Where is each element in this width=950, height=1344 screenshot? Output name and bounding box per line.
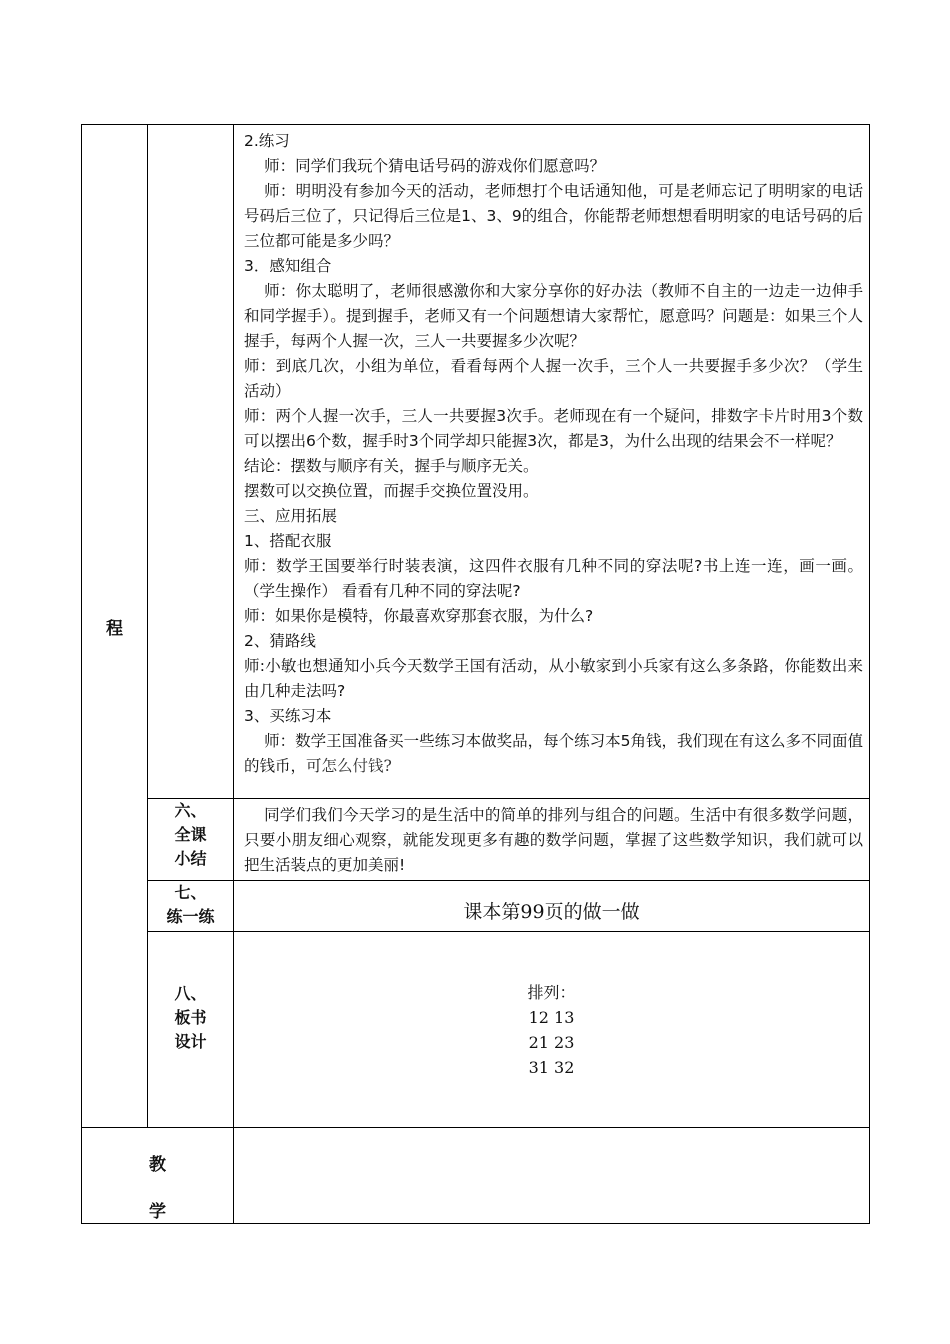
conclusion-1: 结论：摆数与顺序有关，握手与顺序无关。	[244, 457, 539, 475]
summary-text: 同学们我们今天学习的是生活中的简单的排列与组合的问题。生活中有很多数学问题，只要小朋友细心观察，就能发现更多有趣的数学问题，掌握了这些数学知识，我们就可以把生活装点的更加美丽!	[244, 806, 863, 874]
apply-heading: 三、应用拓展	[244, 507, 338, 525]
teaching-content	[234, 1128, 870, 1224]
conclusion-2: 摆数可以交换位置，而握手交换位置没用。	[244, 482, 539, 500]
practice-heading: 2.练习	[244, 132, 290, 150]
practice-row	[82, 881, 870, 932]
apply-2-heading: 2、猜路线	[244, 632, 316, 650]
board-row-1: 12 13	[528, 1008, 575, 1027]
teaching-label: 教 学	[82, 1128, 234, 1224]
summary-content	[234, 799, 870, 881]
perceive-paragraph-3: 师：两个人握一次手，三人一共要握3次手。老师现在有一个疑问，排数字卡片时用3个数可以摆出6个数，握手时3个同学却只能握3次，都是3，为什么出现的结果会不一样呢？	[244, 407, 863, 450]
board-label: 八、 板书 设计	[148, 932, 234, 1128]
process-subcell	[148, 125, 234, 799]
perceive-paragraph-2: 师：到底几次，小组为单位，看看每两个人握一次手，三个人一共要握手多少次？（学生活动）	[244, 357, 863, 400]
board-row-3: 31 32	[528, 1058, 575, 1077]
practice-label: 七、 练一练	[148, 881, 234, 932]
process-content	[234, 125, 870, 799]
apply-1-paragraph-1: 师：数学王国要举行时装表演，这四件衣服有几种不同的穿法呢?书上连一连，画一画。（学生操作） 看看有几种不同的穿法呢?	[244, 557, 863, 600]
perceive-heading: 3．感知组合	[244, 257, 332, 275]
board-content	[234, 932, 870, 1128]
summary-label: 六、 全课 小结	[148, 799, 234, 881]
apply-3-paragraph-1	[244, 729, 863, 779]
lesson-plan-table	[81, 124, 870, 1224]
practice-paragraph-1: 师：同学们我玩个猜电话号码的游戏你们愿意吗？	[264, 157, 606, 175]
apply-2-paragraph-1: 师:小敏也想通知小兵今天数学王国有活动，从小敏家到小兵家有这么多条路，你能数出来由几种走法吗?	[244, 657, 863, 700]
summary-row	[82, 799, 870, 881]
process-label: 程	[82, 125, 148, 1128]
apply-1-heading: 1、搭配衣服	[244, 532, 332, 550]
board-row	[82, 932, 870, 1128]
board-row-2: 21 23	[528, 1033, 575, 1052]
perceive-paragraph-1: 师：你太聪明了，老师很感激你和大家分享你的好办法（教师不自主的一边走一边伸手和同学握手）。提到握手，老师又有一个问题想请大家帮忙，愿意吗？问题是：如果三个人握手，每两个人握一次，三人一共要握多少次呢？	[244, 282, 863, 350]
practice-text: 课本第99页的做一做	[234, 881, 870, 932]
apply-3-main-text: 师：数学王国准备买一些练习本做奖品，每个练习本5角钱，我们现在有这么多不同面值的钱币，可	[244, 732, 864, 775]
process-row	[82, 125, 870, 799]
apply-3-tail-text: 怎么付钱?	[321, 757, 392, 775]
apply-3-heading: 3、买练习本	[244, 707, 332, 725]
apply-1-paragraph-2: 师：如果你是模特，你最喜欢穿那套衣服，为什么?	[244, 607, 594, 625]
board-title: 排列：	[527, 983, 576, 1002]
practice-paragraph-2: 师：明明没有参加今天的活动，老师想打个电话通知他，可是老师忘记了明明家的电话号码后三位了，只记得后三位是1、3、9的组合，你能帮老师想想看明明家的电话号码的后三位都可能是多少吗？	[244, 182, 863, 250]
teaching-row	[82, 1128, 870, 1224]
